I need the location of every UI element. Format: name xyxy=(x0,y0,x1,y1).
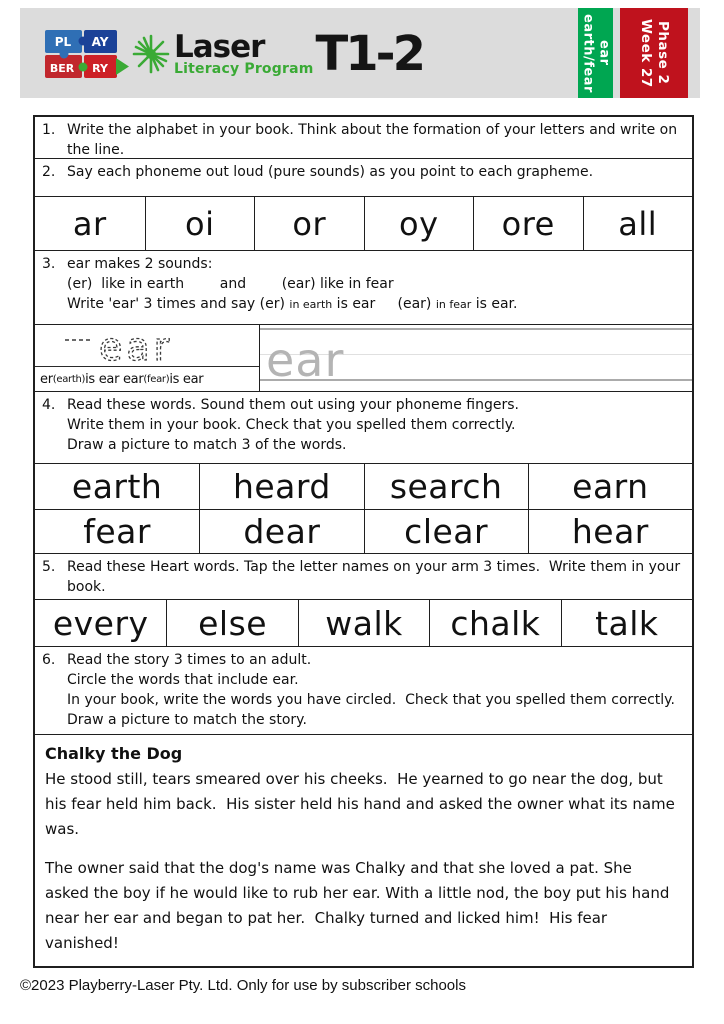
instruction-3 xyxy=(35,250,692,324)
instruction-6-line: Circle the words that include ear. xyxy=(67,672,299,688)
story-section xyxy=(35,734,692,970)
word-grid xyxy=(35,463,692,553)
heart-word-cell: walk xyxy=(298,600,429,646)
week-tab-line2: Week 27 xyxy=(638,18,654,88)
grapheme-cell: all xyxy=(583,197,693,250)
word-cell: earth xyxy=(71,466,163,506)
logo-group xyxy=(42,25,423,83)
instruction-6-line: Draw a picture to match the story. xyxy=(67,712,307,728)
word-cell: clear xyxy=(364,509,528,554)
instruction-2-text: Say each phoneme out loud (pure sounds) as you point to each grapheme. xyxy=(67,164,594,180)
caption-part: is ear ear xyxy=(85,371,144,387)
instruction-5 xyxy=(35,553,692,599)
handwriting-top-line xyxy=(260,328,692,330)
word-cell: dear xyxy=(199,509,363,554)
copyright-footer: ©2023 Playberry-Laser Pty. Ltd. Only for use by subscriber schools xyxy=(20,977,466,994)
caption-part: is ear xyxy=(169,371,204,387)
word-cell: fear xyxy=(35,509,199,554)
word-cell: hear xyxy=(528,509,692,554)
week-tab-line1: Phase 2 xyxy=(655,21,671,85)
instruction-6 xyxy=(35,646,692,734)
word-cell: earn xyxy=(528,464,692,509)
starburst-icon xyxy=(130,32,172,76)
svg-text:PL: PL xyxy=(54,35,72,49)
week-tab xyxy=(620,8,688,98)
playberry-logo-icon xyxy=(42,25,130,83)
sound-tab-line2: earth/fear xyxy=(580,13,596,93)
instruction-4-line: Draw a picture to match 3 of the words. xyxy=(67,437,347,453)
worksheet-code: T1-2 xyxy=(315,26,423,82)
line3-part: is ear. xyxy=(471,296,518,312)
instruction-3-line1: ear makes 2 sounds: xyxy=(67,256,213,272)
instruction-6-line: Read the story 3 times to an adult. xyxy=(67,652,312,668)
header-band xyxy=(20,8,700,98)
line3-part: is ear (ear) xyxy=(332,296,436,312)
heart-words-row xyxy=(35,599,692,646)
item-number: 3. xyxy=(42,256,56,272)
grapheme-cell: or xyxy=(254,197,364,250)
svg-text:RY: RY xyxy=(92,62,108,75)
instruction-4 xyxy=(35,391,692,463)
heart-word-cell: chalk xyxy=(429,600,560,646)
caption-part-small: (fear) xyxy=(143,373,170,385)
story-title: Chalky the Dog xyxy=(45,744,183,763)
brand-name: Laser xyxy=(174,28,265,65)
item-number: 5. xyxy=(42,559,56,575)
sound-tab xyxy=(578,8,613,98)
heart-word-cell: every xyxy=(52,603,149,643)
trace-caption xyxy=(35,367,259,391)
instruction-4-line: Write them in your book. Check that you spelled them correctly. xyxy=(67,417,516,433)
handwriting-practice-row xyxy=(35,324,692,391)
instruction-3-line2: (er) like in earth and (ear) like in fear xyxy=(67,276,394,292)
word-cell: heard xyxy=(199,464,363,509)
grapheme-cell: oi xyxy=(145,197,255,250)
worksheet-table xyxy=(33,115,694,968)
grapheme-cell: ar xyxy=(72,204,107,243)
heart-word-cell: talk xyxy=(561,600,692,646)
brand-subtitle: Literacy Program xyxy=(174,60,314,77)
instruction-2 xyxy=(35,158,692,196)
grapheme-cell: ore xyxy=(473,197,583,250)
grapheme-row xyxy=(35,196,692,250)
instruction-4-line: Read these words. Sound them out using your phoneme fingers. xyxy=(67,397,519,413)
item-number: 6. xyxy=(42,652,56,668)
sound-tab-line1: ear xyxy=(596,40,612,66)
handwriting-lines-cell xyxy=(260,325,692,391)
heart-word-cell: else xyxy=(166,600,297,646)
brand-block xyxy=(174,28,314,77)
item-number: 2. xyxy=(42,164,56,180)
caption-part-small: (earth) xyxy=(52,373,86,385)
grapheme-cell: oy xyxy=(364,197,474,250)
instruction-3-line3 xyxy=(67,294,682,315)
word-cell: search xyxy=(364,464,528,509)
item-number: 1. xyxy=(42,122,56,138)
handwriting-sample-word: ear xyxy=(266,333,345,387)
line3-part: Write 'ear' 3 times and say (er) xyxy=(67,296,290,312)
instruction-1 xyxy=(35,117,692,158)
story-paragraph: He stood still, tears smeared over his cheeks. He yearned to go near the dog, but his fear held him back. His sister held his hand and asked the owner what its name was. xyxy=(45,770,680,838)
dotted-ear-trace-icon xyxy=(37,326,257,366)
instruction-1-text: Write the alphabet in your book. Think about the formation of your letters and write on the line. xyxy=(67,122,682,158)
trace-cell xyxy=(35,325,260,391)
caption-part: er xyxy=(40,371,53,387)
instruction-5-text: Read these Heart words. Tap the letter names on your arm 3 times. Write them in your book. xyxy=(67,559,685,595)
svg-text:BER: BER xyxy=(49,62,75,75)
svg-text:ear: ear xyxy=(99,325,174,366)
svg-text:AY: AY xyxy=(91,35,109,49)
line3-part-small: in fear xyxy=(435,298,472,311)
instruction-6-line: In your book, write the words you have circled. Check that you spelled them correctly. xyxy=(67,692,675,708)
item-number: 4. xyxy=(42,397,56,413)
line3-part-small: in earth xyxy=(289,298,333,311)
story-paragraph: The owner said that the dog's name was Chalky and that she loved a pat. She asked the boy if he would like to rub her ear. With a little nod, the boy put his hand near her ear and began to pat her. Chalky turned and licked him! His fear vanished! xyxy=(45,859,675,952)
trace-area xyxy=(35,325,259,367)
